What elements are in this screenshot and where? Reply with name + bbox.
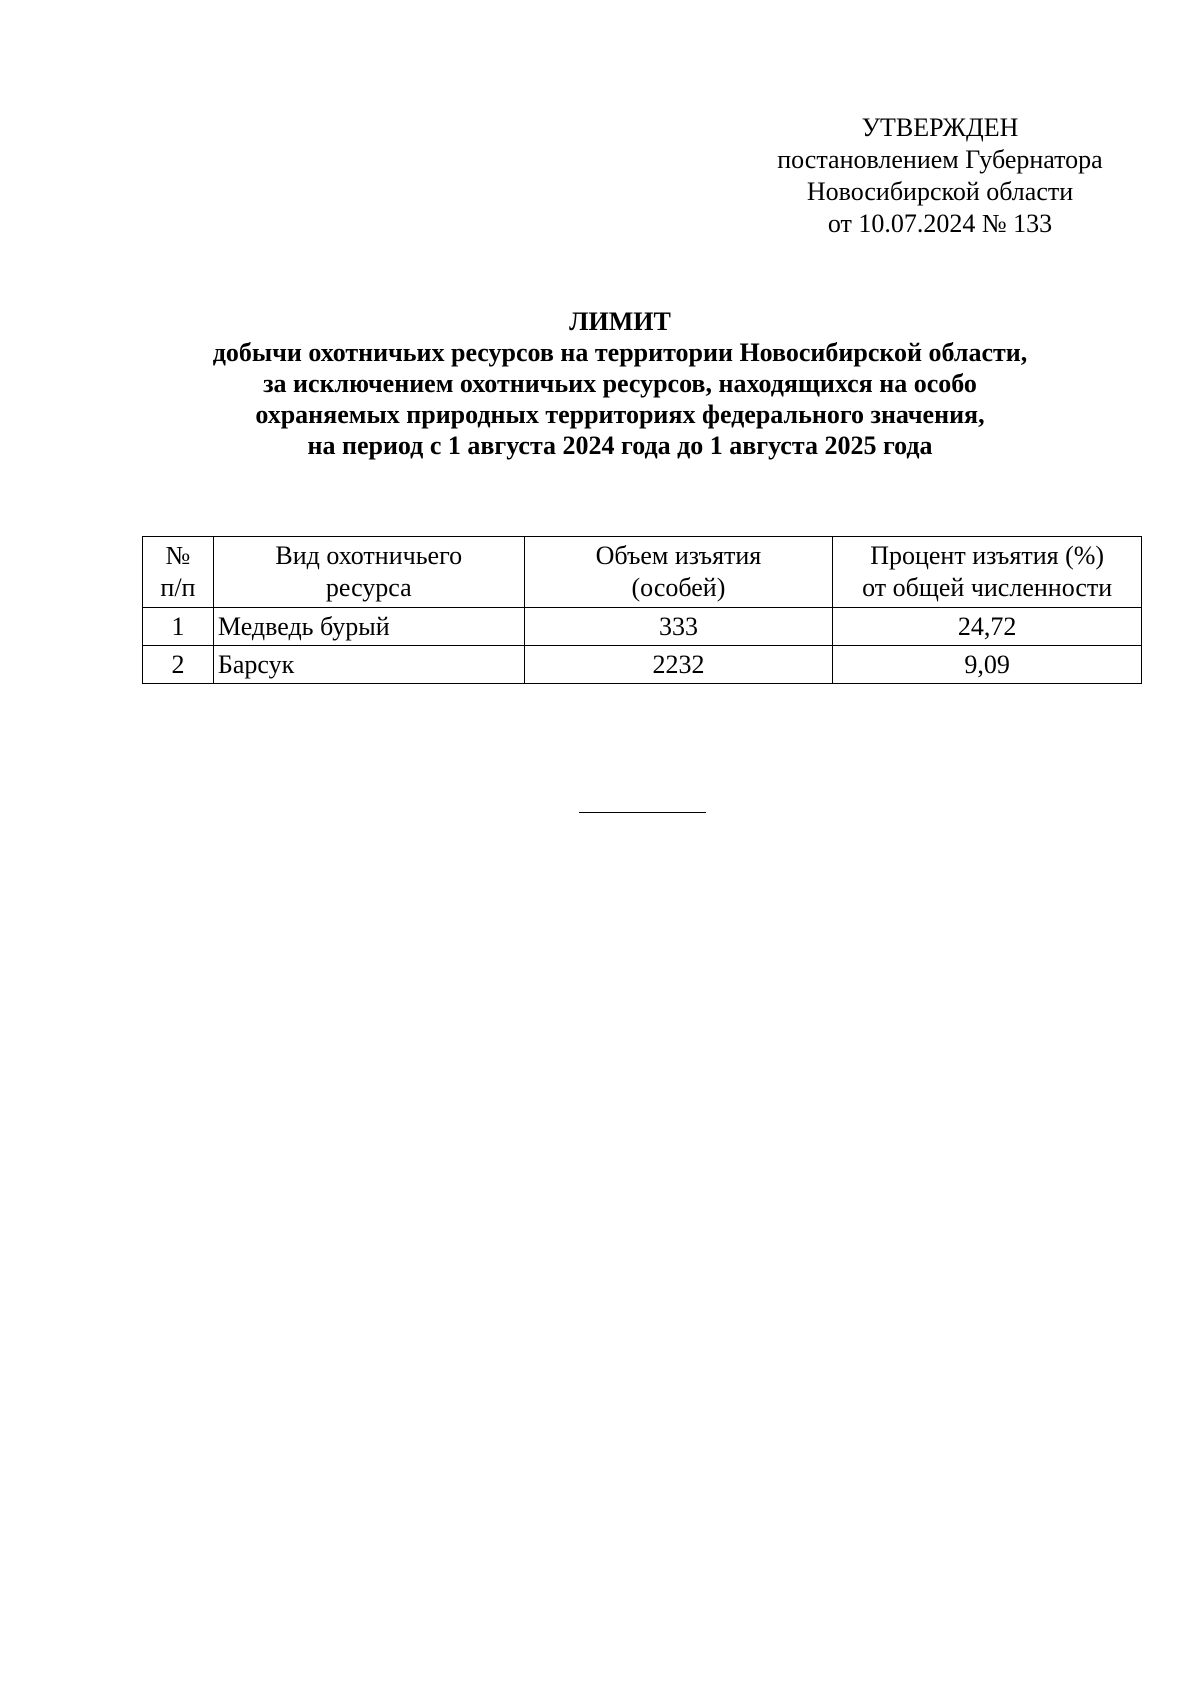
header-kind-line1: Вид охотничьего — [275, 541, 463, 570]
limit-table — [142, 536, 1142, 684]
title-line-3: охраняемых природных территориях федерального значения, — [255, 400, 985, 429]
table-header-row — [143, 537, 1142, 608]
header-percent-line2: от общей численности — [862, 573, 1113, 602]
row-volume: 2232 — [524, 646, 833, 684]
approval-block — [760, 112, 1120, 240]
row-volume: 333 — [524, 608, 833, 646]
end-divider — [579, 812, 706, 813]
table-row — [143, 646, 1142, 684]
row-num: 1 — [143, 608, 214, 646]
title-line-1: добычи охотничьих ресурсов на территории Новосибирской области, — [212, 338, 1028, 367]
row-percent: 9,09 — [833, 646, 1142, 684]
header-kind-line2: ресурса — [325, 573, 412, 602]
title-line-2: за исключением охотничьих ресурсов, находящихся на особо — [263, 369, 977, 398]
header-volume — [524, 537, 833, 608]
title-heading: ЛИМИТ — [569, 307, 671, 336]
header-num-line2: п/п — [160, 573, 196, 602]
header-percent-line1: Процент изъятия (%) — [870, 541, 1105, 570]
document-title — [120, 306, 1120, 461]
row-kind: Барсук — [213, 646, 524, 684]
header-volume-line1: Объем изъятия — [595, 541, 762, 570]
header-num — [143, 537, 214, 608]
row-num: 2 — [143, 646, 214, 684]
approval-date-number: от 10.07.2024 № 133 — [827, 209, 1053, 238]
row-kind: Медведь бурый — [213, 608, 524, 646]
header-num-line1: № — [165, 541, 191, 570]
table-row — [143, 608, 1142, 646]
header-percent — [833, 537, 1142, 608]
row-percent: 24,72 — [833, 608, 1142, 646]
approval-status: УТВЕРЖДЕН — [861, 113, 1019, 142]
header-volume-line2: (особей) — [631, 573, 726, 602]
approval-issuer: постановлением Губернатора — [777, 145, 1103, 174]
header-kind — [213, 537, 524, 608]
title-line-4: на период с 1 августа 2024 года до 1 августа 2025 года — [307, 431, 933, 460]
approval-region: Новосибирской области — [806, 177, 1074, 206]
